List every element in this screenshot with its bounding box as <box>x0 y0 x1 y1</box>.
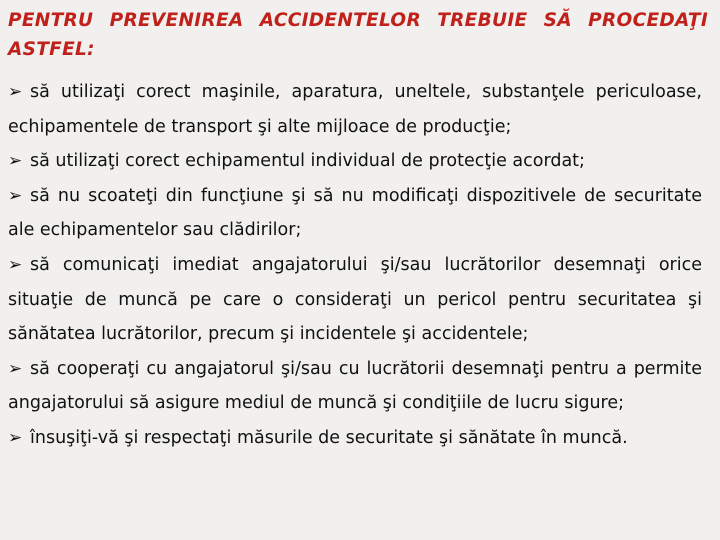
slide-title: PENTRU PREVENIREA ACCIDENTELOR TREBUIE SĂ PROCEDAŢI ASTFEL: <box>8 10 708 60</box>
arrow-bullet-icon: ➢ <box>8 185 23 206</box>
list-item-text: să nu scoateţi din funcţiune şi să nu modificaţi dispozitivele de securitate ale echipamentelor sau clădirilor; <box>8 185 702 241</box>
list-item-text: să comunicaţi imediat angajatorului şi/sau lucrătorilor desemnaţi orice situaţie de muncă pe care o consideraţi un pericol pentru securitatea şi sănătatea lucrătorilor, precum şi incidentele şi accidentele; <box>8 254 702 345</box>
list-item-text: să utilizaţi corect echipamentul individual de protecţie acordat; <box>30 151 585 172</box>
arrow-bullet-icon: ➢ <box>8 358 23 379</box>
arrow-bullet-icon: ➢ <box>8 254 23 275</box>
list-item <box>8 421 702 456</box>
list-item <box>8 179 702 248</box>
list-item <box>8 352 702 421</box>
list-item <box>8 248 702 352</box>
list-item-text: însuşiţi-vă şi respectaţi măsurile de securitate şi sănătate în muncă. <box>30 427 628 448</box>
list-item <box>8 75 702 144</box>
bullet-list <box>8 75 702 456</box>
arrow-bullet-icon: ➢ <box>8 427 23 448</box>
list-item <box>8 144 702 179</box>
arrow-bullet-icon: ➢ <box>8 151 23 172</box>
arrow-bullet-icon: ➢ <box>8 82 23 102</box>
list-item-text: să cooperaţi cu angajatorul şi/sau cu lucrătorii desemnaţi pentru a permite angajatorului să asigure mediul de muncă şi condiţiile de lucru sigure; <box>8 358 702 414</box>
list-item-text: să utilizaţi corect maşinile, aparatura, uneltele, substanţele periculoase, echipamentele de transport şi alte mijloace de producţie; <box>8 82 702 137</box>
